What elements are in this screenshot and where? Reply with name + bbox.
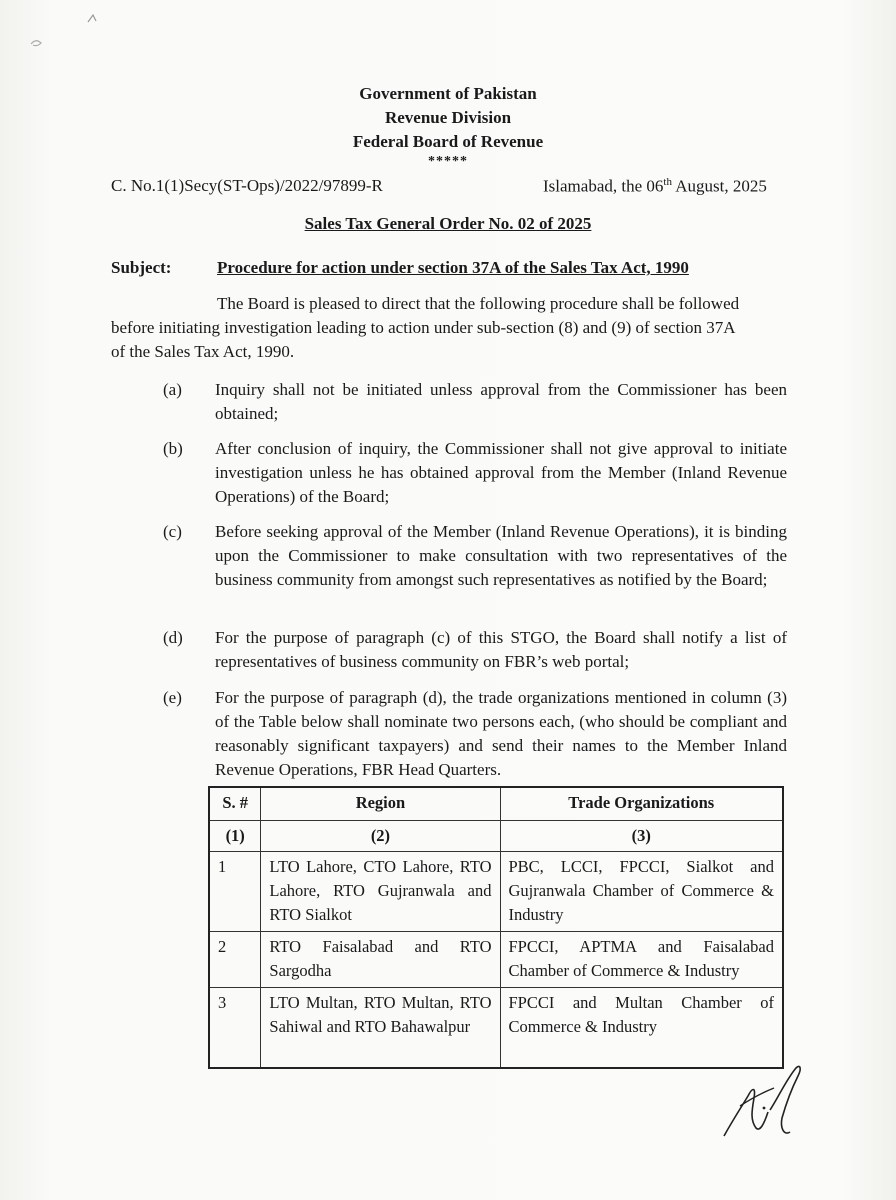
cell-sn: 1	[209, 852, 261, 932]
item-label: (c)	[163, 522, 182, 541]
header-trade-organizations: Trade Organizations	[500, 787, 783, 821]
table-row	[209, 852, 783, 932]
colnum-2: (2)	[261, 821, 500, 852]
intro-line: The Board is pleased to direct that the following procedure shall be followed	[217, 294, 740, 313]
cell-orgs: FPCCI, APTMA and Faisalabad Chamber of Commerce & Industry	[500, 932, 783, 988]
cell-sn: 3	[209, 988, 261, 1068]
item-text: Inquiry shall not be initiated unless approval from the Commissioner has been obtained;	[215, 380, 787, 423]
stray-mark	[28, 36, 48, 50]
table-colnum-row	[209, 821, 783, 852]
cell-sn: 2	[209, 932, 261, 988]
colnum-1: (1)	[209, 821, 261, 852]
cell-region: LTO Lahore, CTO Lahore, RTO Lahore, RTO Gujranwala and RTO Sialkot	[261, 852, 500, 932]
order-title: Sales Tax General Order No. 02 of 2025	[304, 214, 592, 233]
item-text: For the purpose of paragraph (d), the trade organizations mentioned in column (3) of the Table below shall nominate two persons each, (who should be compliant and reasonably significant taxpayers) and send their names to the Member Inland Revenue Operations, FBR Head Quarters.	[215, 688, 787, 779]
reference-number: C. No.1(1)Secy(ST-Ops)/2022/97899-R	[111, 176, 383, 195]
cell-region: LTO Multan, RTO Multan, RTO Sahiwal and RTO Bahawalpur	[261, 988, 500, 1068]
header-stars: *****	[428, 154, 468, 169]
item-text: For the purpose of paragraph (c) of this STGO, the Board shall notify a list of representatives of business community on FBR’s web portal;	[215, 628, 787, 671]
header-region: Region	[261, 787, 500, 821]
trade-organizations-table	[208, 786, 784, 1069]
intro-line: before initiating investigation leading to action under sub-section (8) and (9) of section 37A	[111, 318, 736, 337]
place-date-suffix: August, 2025	[671, 176, 767, 196]
table-header-row	[209, 787, 783, 821]
item-text: After conclusion of inquiry, the Commissioner shall not give approval to initiate investigation unless he has obtained approval from the Member (Inland Revenue Operations) of the Board;	[215, 439, 787, 506]
intro-paragraph	[111, 292, 787, 364]
place-date	[543, 176, 767, 197]
stray-mark	[84, 12, 104, 26]
item-text: Before seeking approval of the Member (Inland Revenue Operations), it is binding upon the Commissioner to make consultation with two representatives of the business community from amongst such representatives as notified by the Board;	[215, 522, 787, 589]
signature	[712, 1058, 812, 1148]
item-label: (a)	[163, 380, 182, 399]
cell-orgs: PBC, LCCI, FPCCI, Sialkot and Gujranwala Chamber of Commerce & Industry	[500, 852, 783, 932]
place-date-prefix: Islamabad, the 06	[543, 176, 664, 196]
header-division: Revenue Division	[384, 108, 512, 127]
subject-text: Procedure for action under section 37A of the Sales Tax Act, 1990	[217, 258, 689, 277]
cell-region: RTO Faisalabad and RTO Sargodha	[261, 932, 500, 988]
header-government: Government of Pakistan	[359, 84, 537, 103]
date-superscript: th	[663, 176, 672, 188]
item-label: (b)	[163, 439, 183, 458]
colnum-3: (3)	[500, 821, 783, 852]
item-label: (e)	[163, 688, 182, 707]
item-label: (d)	[163, 628, 183, 647]
cell-orgs: FPCCI and Multan Chamber of Commerce & Industry	[500, 988, 783, 1068]
intro-line: of the Sales Tax Act, 1990.	[111, 342, 295, 361]
subject-label: Subject:	[111, 258, 172, 277]
table-row	[209, 932, 783, 988]
header-board: Federal Board of Revenue	[352, 132, 544, 151]
header-sn: S. #	[209, 787, 261, 821]
table-row	[209, 988, 783, 1068]
